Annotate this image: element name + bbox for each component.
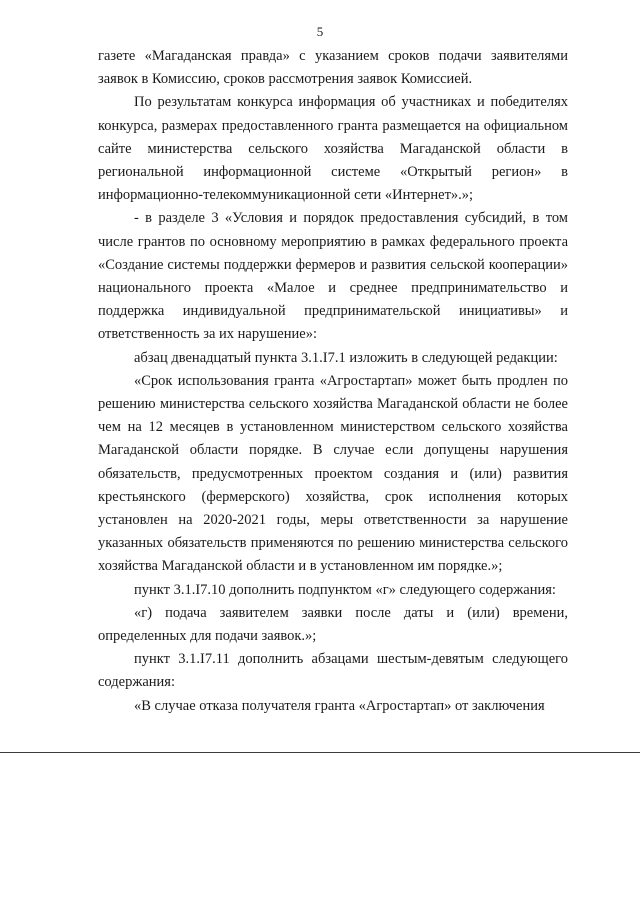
- document-body: [98, 45, 568, 718]
- paragraph: абзац двенадцатый пункта 3.1.I7.1 изложить в следующей редакции:: [134, 349, 558, 366]
- page-divider-line: [0, 752, 640, 753]
- paragraph: пункт 3.1.I7.10 дополнить подпунктом «г» следующего содержания:: [134, 581, 556, 598]
- paragraph: пункт 3.1.I7.11 дополнить абзацами шестым-девятым следующего содержания:: [98, 651, 568, 691]
- paragraph: газете «Магаданская правда» с указанием сроков подачи заявителями заявок в Комиссию, сроков рассмотрения заявок Комиссией.: [98, 48, 568, 88]
- page-number: 5: [316, 24, 324, 39]
- paragraph: «г) подача заявителем заявки после даты и (или) времени, определенных для подачи заявок.»;: [98, 604, 568, 645]
- paragraph: По результатам конкурса информация об участниках и победителях конкурса, размерах предоставленного гранта размещается на официальном сайте министерства сельского хозяйства Магаданской области в региональной информационной системе «Открытый регион» в информационно-телекоммуникационной сети «Интернет».»;: [98, 94, 568, 204]
- paragraph: «В случае отказа получателя гранта «Агростартап» от заключения: [134, 697, 545, 714]
- paragraph: - в разделе 3 «Условия и порядок предоставления субсидий, в том числе грантов по основному мероприятию в рамках федерального проекта «Создание системы поддержки фермеров и развития сельской кооперации» национального проекта «Малое и среднее предпринимательство и поддержка индивидуальной предпринимательской инициативы» и ответственность за их нарушение»:: [98, 210, 568, 343]
- paragraph: «Срок использования гранта «Агростартап» может быть продлен по решению министерства сельского хозяйства Магаданской области не более чем на 12 месяцев в установленном министерством сельского хозяйства Магаданской области порядке. В случае если допущены нарушения обязательств, предусмотренных проектом создания и (или) развития крестьянского (фермерского) хозяйства, срок исполнения которых установлен на 2020-2021 годы, меры ответственности за нарушение указанных обязательств применяются по решению министерства сельского хозяйства Магаданской области и в установленном им порядке.»;: [98, 372, 568, 575]
